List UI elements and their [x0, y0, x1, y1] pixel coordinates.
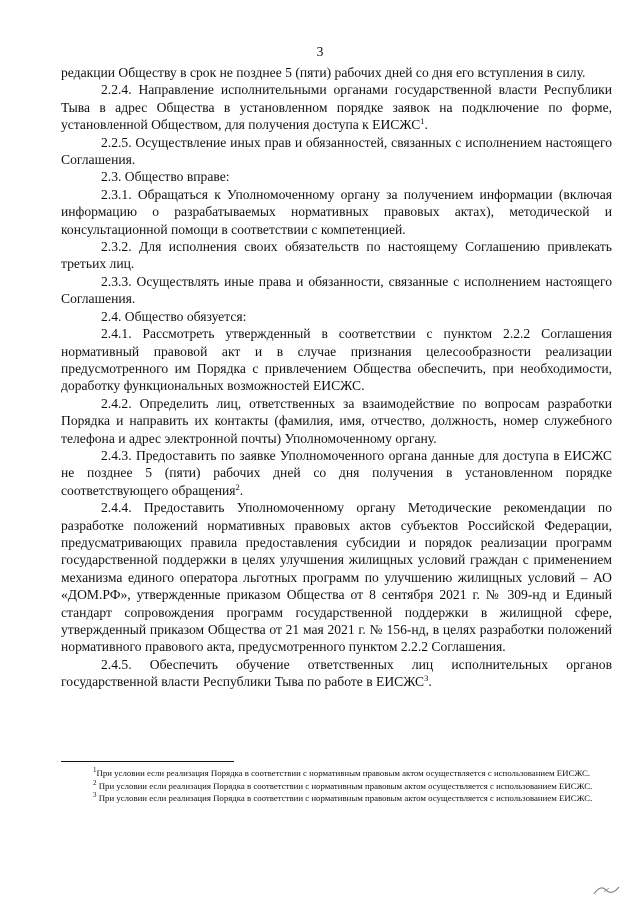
footnote-1: $^1$При условии если реализация Порядка в соответствии с нормативным правовым актом осуществляется с использованием ЕИСЖС.	[93, 766, 591, 778]
footnote-ref-2[interactable]: 2	[235, 481, 240, 492]
paragraph-2-2-5: 2.2.5. Осуществление иных прав и обязанностей, связанных с исполнением настоящего Соглашения.	[61, 134, 612, 168]
paragraph-2-4-3: 2.4.3. Предоставить по заявке Уполномоченного органа данные для доступа в ЕИСЖС не позднее 5 (пяти) рабочих дней со дня получения в установленном порядке соответствующего обращения$^2$.	[61, 447, 612, 498]
paragraph-2-3-1: 2.3.1. Обращаться к Уполномоченному органу за получением информации (включая информацию о разрабатываемых нормативных правовых актах), методической и консультационной помощи в соответствии с компетенцией.	[61, 186, 612, 237]
paragraph-2-3-3: 2.3.3. Осуществлять иные права и обязанности, связанные с исполнением настоящего Соглашения.	[61, 273, 612, 307]
footnote-ref-3[interactable]: 3	[424, 673, 429, 684]
paragraph-2-2-4: 2.2.4. Направление исполнительными органами государственной власти Республики Тыва в адрес Общества в установленном порядке заявок на подключение по форме, установленной Обществом, для получения доступа к ЕИСЖС$^1$.	[61, 82, 612, 133]
paragraph-continuation: редакции Обществу в срок не позднее 5 (пяти) рабочих дней со дня его вступления в силу.	[61, 65, 586, 80]
paragraph-2-4-5: 2.4.5. Обеспечить обучение ответственных лиц исполнительных органов государственной власти Республики Тыва по работе в ЕИСЖС$^3$.	[61, 656, 612, 690]
footnote-3: $^3$ При условии если реализация Порядка в соответствии с нормативным правовым актом осуществляется с использованием ЕИСЖС.	[93, 791, 593, 804]
paragraph-2-4-2: 2.4.2. Определить лиц, ответственных за взаимодействие по вопросам разработки Порядка и направить их контакты (фамилия, имя, отчество, должность, номер служебного телефона и адрес электронной почты) Уполномоченному органу.	[61, 395, 612, 446]
handwritten-mark-icon	[592, 884, 622, 896]
page-number: 3	[316, 44, 324, 59]
document-body	[61, 64, 612, 691]
footnotes	[61, 767, 612, 805]
paragraph-2-4-1: 2.4.1. Рассмотреть утвержденный в соответствии с пунктом 2.2.2 Соглашения нормативный правовой акт и в случае признания целесообразности реализации предусмотренного им Порядка с привлечением Общества обеспечить, при необходимости, доработку функциональных возможностей ЕИСЖС.	[61, 326, 612, 394]
paragraph-2-4: 2.4. Общество обязуется:	[101, 308, 247, 324]
footnote-divider	[61, 761, 234, 762]
footnote-ref-1[interactable]: 1	[420, 116, 425, 127]
paragraph-2-3: 2.3. Общество вправе:	[101, 169, 230, 185]
paragraph-2-3-2: 2.3.2. Для исполнения своих обязательств по настоящему Соглашению привлекать третьих лиц.	[61, 239, 612, 272]
footnote-2: $^2$ При условии если реализация Порядка в соответствии с нормативным правовым актом осуществляется с использованием ЕИСЖС.	[93, 778, 593, 791]
paragraph-2-4-4: 2.4.4. Предоставить Уполномоченному органу Методические рекомендации по разработке положений нормативных правовых актов субъектов Российской Федерации, предусматривающих правила предоставления субсидии и порядок реализации программ государственной поддержки в целях улучшения жилищных условий граждан с применением механизма единого оператора льготных программ по улучшению жилищных условий – АО «ДОМ.РФ», утвержденные приказом Общества от 8 сентября 2021 г. № 309-нд и Единый стандарт сопровождения программ государственной поддержки в жилищной сфере, утвержденный приказом Общества от 21 мая 2021 г. № 156-нд, в целях разработки положений нормативного правового акта, предусмотренного пунктом 2.2.2 Соглашения.	[61, 500, 612, 655]
